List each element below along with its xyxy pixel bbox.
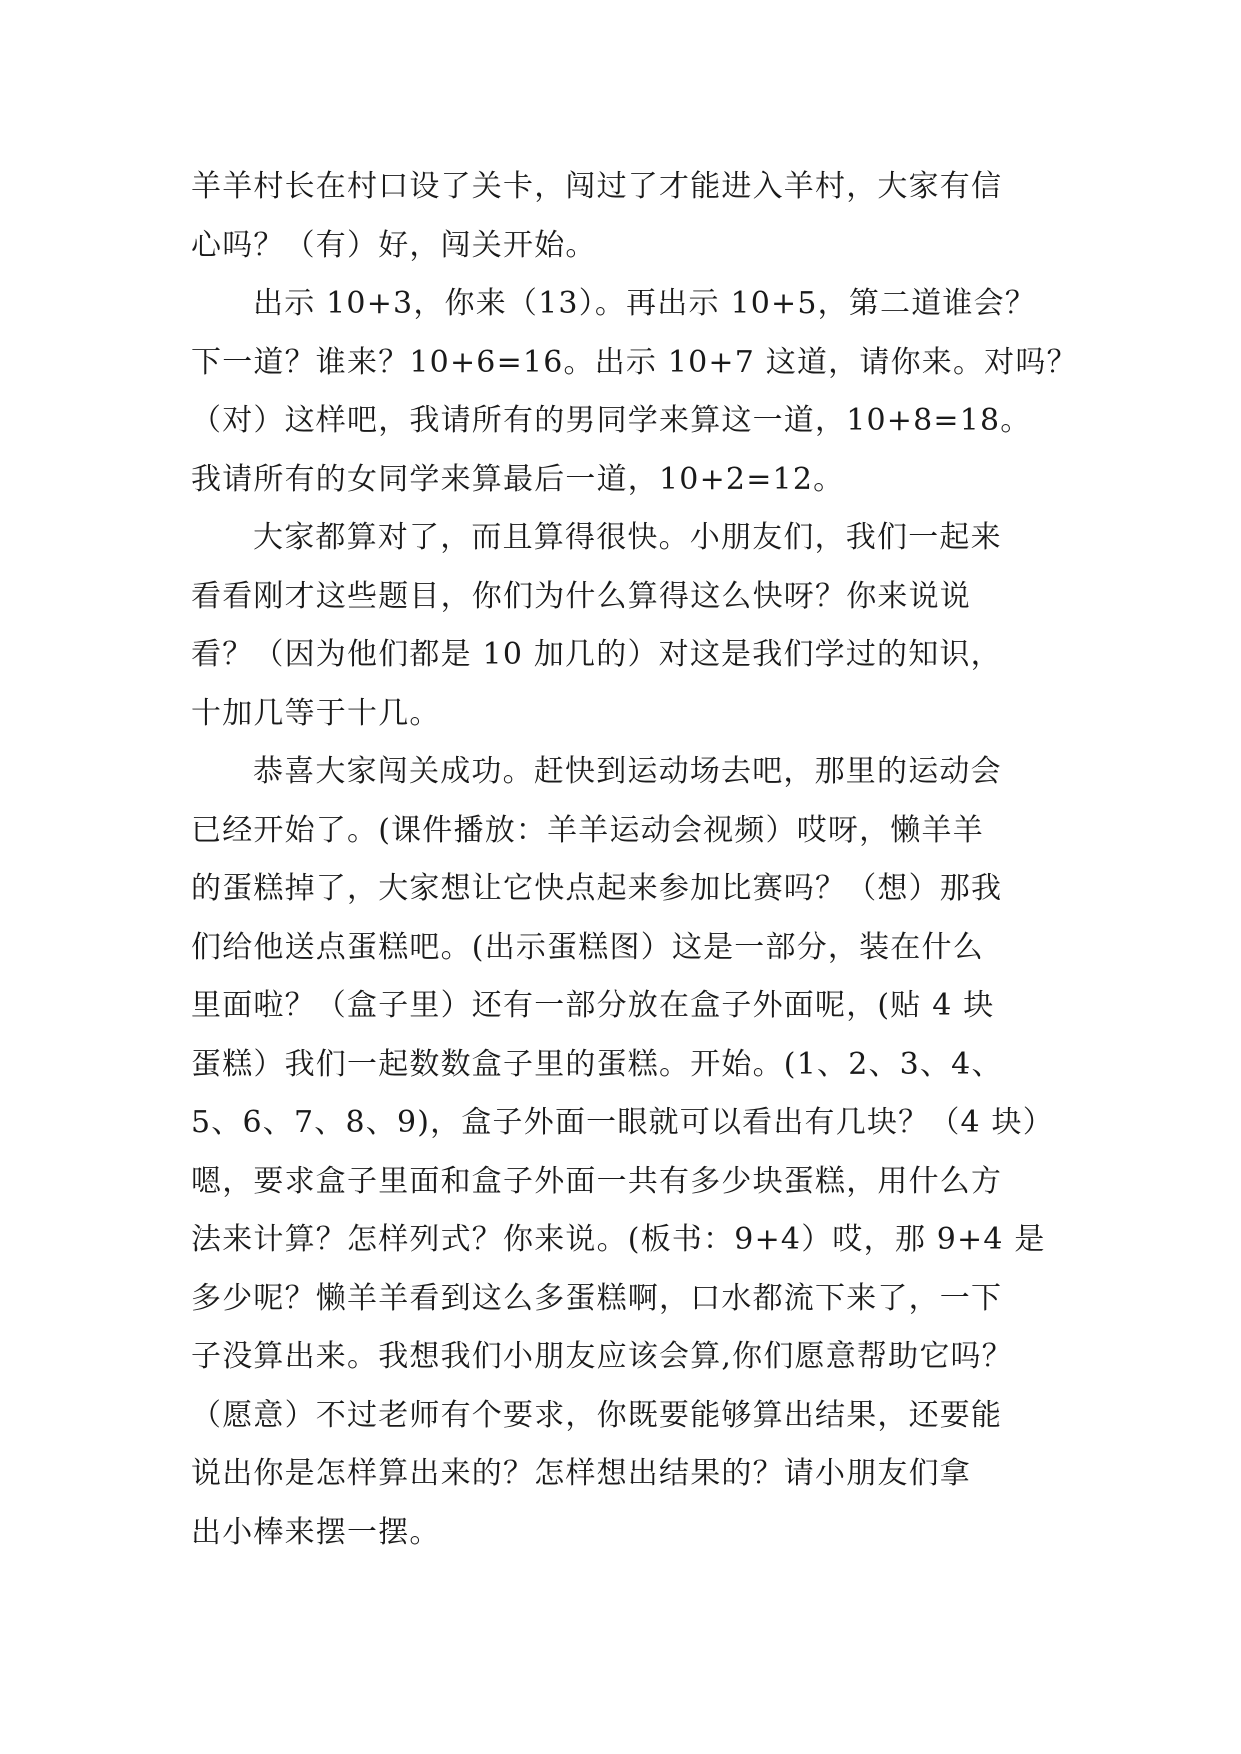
- text-line: 出小棒来摆一摆。: [191, 1514, 441, 1550]
- text-line: 的蛋糕掉了，大家想让它快点起来参加比赛吗？（想）那我: [191, 871, 1003, 906]
- text-line: 5、6、7、8、9)，盒子外面一眼就可以看出有几块？（4 块）: [191, 1105, 1054, 1140]
- text-line: 十加几等于十几。: [191, 695, 441, 731]
- text-line: 看？（因为他们都是 10 加几的）对这是我们学过的知识，: [191, 637, 1002, 672]
- text-line: 恭喜大家闯关成功。赶快到运动场去吧，那里的运动会: [253, 754, 1002, 789]
- text-line: 嗯，要求盒子里面和盒子外面一共有多少块蛋糕，用什么方: [191, 1163, 1003, 1199]
- text-line: 心吗？（有）好，闯关开始。: [191, 227, 597, 263]
- text-line: 已经开始了。(课件播放：羊羊运动会视频）哎呀，懒羊羊: [191, 812, 984, 848]
- text-line: 多少呢？懒羊羊看到这么多蛋糕啊，口水都流下来了，一下: [191, 1280, 1003, 1316]
- text-line: （对）这样吧，我请所有的男同学来算这一道，10+8=18。: [191, 403, 1032, 438]
- text-line: 我请所有的女同学来算最后一道，10+2=12。: [191, 461, 845, 497]
- text-line: 大家都算对了，而且算得很快。小朋友们，我们一起来: [253, 520, 1002, 555]
- document-body: [191, 158, 1078, 1562]
- text-line: 出示 10+3，你来（13）。再出示 10+5，第二道谁会？: [253, 286, 1037, 321]
- text-line: 里面啦？（盒子里）还有一部分放在盒子外面呢，(贴 4 块: [191, 988, 995, 1023]
- text-line: 羊羊村长在村口设了关卡，闯过了才能进入羊村，大家有信: [191, 169, 1003, 204]
- text-line: 下一道？谁来？10+6=16。出示 10+7 这道，请你来。对吗？: [191, 344, 1078, 380]
- text-line: 子没算出来。我想我们小朋友应该会算,你们愿意帮助它吗？: [191, 1339, 1013, 1374]
- text-line: 说出你是怎样算出来的？怎样想出结果的？请小朋友们拿: [191, 1456, 971, 1491]
- text-line: 看看刚才这些题目，你们为什么算得这么快呀？你来说说: [191, 578, 971, 614]
- text-line: 们给他送点蛋糕吧。(出示蛋糕图）这是一部分，装在什么: [191, 929, 984, 965]
- text-line: 蛋糕）我们一起数数盒子里的蛋糕。开始。(1、2、3、4、: [191, 1046, 1003, 1082]
- text-line: 法来计算？怎样列式？你来说。(板书：9+4）哎，那 9+4 是: [191, 1222, 1046, 1257]
- text-line: （愿意）不过老师有个要求，你既要能够算出结果，还要能: [191, 1397, 1003, 1433]
